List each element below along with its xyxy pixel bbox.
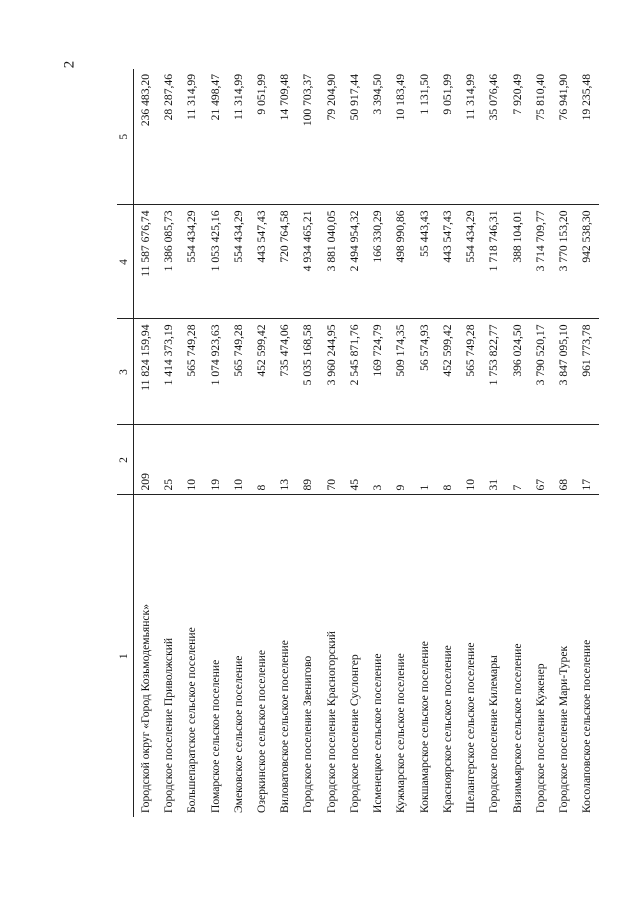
amount-remainder-cell: 9 051,99 — [250, 69, 273, 205]
amount-total-cell: 169 724,79 — [366, 319, 389, 425]
municipality-name-cell: Городское поселение Суслонгер — [347, 654, 361, 813]
amount-remainder-cell: 3 394,50 — [366, 69, 389, 205]
table-row — [343, 69, 366, 817]
amount-remainder-cell: 7 920,49 — [506, 69, 529, 205]
count-cell: 17 — [575, 425, 599, 495]
municipality-name-cell: Городское поселение Килемары — [487, 655, 501, 813]
amount-remainder-cell: 21 498,47 — [204, 69, 227, 205]
amount-total-cell: 509 174,35 — [390, 319, 413, 425]
count-cell: 25 — [157, 425, 180, 495]
table-row — [366, 69, 389, 817]
count-cell: 67 — [529, 425, 552, 495]
table-row — [227, 69, 250, 817]
municipality-name-cell: Городское поселение Куженер — [533, 663, 547, 813]
amount-share-cell: 443 547,43 — [436, 205, 459, 319]
municipality-name-cell: Большепаратское сельское поселение — [185, 627, 199, 813]
amount-remainder-cell: 76 941,90 — [552, 69, 575, 205]
table-row — [459, 69, 482, 817]
amount-remainder-cell: 79 204,90 — [320, 69, 343, 205]
table-row — [506, 69, 529, 817]
amount-total-cell: 565 749,28 — [227, 319, 250, 425]
amount-total-cell: 11 824 159,94 — [134, 319, 158, 425]
count-cell: 68 — [552, 425, 575, 495]
amount-remainder-cell: 11 314,99 — [227, 69, 250, 205]
amount-total-cell: 565 749,28 — [181, 319, 204, 425]
amount-share-cell: 1 386 085,73 — [157, 205, 180, 319]
amount-share-cell: 554 434,29 — [181, 205, 204, 319]
amount-share-cell: 554 434,29 — [459, 205, 482, 319]
amount-remainder-cell: 1 131,50 — [413, 69, 436, 205]
amount-share-cell: 554 434,29 — [227, 205, 250, 319]
amount-share-cell: 388 104,01 — [506, 205, 529, 319]
amount-remainder-cell: 11 314,99 — [181, 69, 204, 205]
count-cell: 45 — [343, 425, 366, 495]
table-row — [575, 69, 599, 817]
municipality-name-cell: Визимьярское сельское поселение — [510, 643, 524, 813]
amount-remainder-cell: 35 076,46 — [483, 69, 506, 205]
table-row — [273, 69, 296, 817]
amount-share-cell: 2 494 954,32 — [343, 205, 366, 319]
amount-remainder-cell: 9 051,99 — [436, 69, 459, 205]
table-row — [320, 69, 343, 817]
table-row — [250, 69, 273, 817]
amount-share-cell: 942 538,30 — [575, 205, 599, 319]
count-cell: 8 — [250, 425, 273, 495]
amount-total-cell: 396 024,50 — [506, 319, 529, 425]
count-cell: 10 — [459, 425, 482, 495]
column-header: 5 — [117, 69, 134, 205]
amount-share-cell: 3 770 153,20 — [552, 205, 575, 319]
municipality-name-cell: Шелангерское сельское поселение — [464, 642, 478, 813]
municipality-name-cell: Кужмарское сельское поселение — [394, 653, 408, 813]
table-body — [134, 69, 600, 817]
amount-share-cell: 166 330,29 — [366, 205, 389, 319]
table-row — [529, 69, 552, 817]
page-number: 2 — [61, 60, 78, 69]
amount-total-cell: 56 574,93 — [413, 319, 436, 425]
amount-share-cell: 498 990,86 — [390, 205, 413, 319]
municipality-name-cell: Городской округ «Город Козьмодемьянск» — [138, 604, 152, 813]
amount-share-cell: 11 587 676,74 — [134, 205, 158, 319]
amount-remainder-cell: 28 287,46 — [157, 69, 180, 205]
municipality-name-cell: Городское поселение Красногорский — [324, 631, 338, 813]
allocation-table — [117, 69, 599, 817]
municipality-name-cell: Городское поселение Мари-Турек — [557, 645, 571, 813]
municipality-name-cell: Исменецкое сельское поселение — [371, 653, 385, 813]
municipality-name-cell: Помарское сельское поселение — [208, 659, 222, 813]
count-cell: 8 — [436, 425, 459, 495]
allocation-table-container — [117, 69, 599, 817]
table-row — [552, 69, 575, 817]
table-header-row — [117, 69, 134, 817]
amount-total-cell: 3 790 520,17 — [529, 319, 552, 425]
amount-remainder-cell: 236 483,20 — [134, 69, 158, 205]
amount-total-cell: 565 749,28 — [459, 319, 482, 425]
amount-remainder-cell: 100 703,37 — [297, 69, 320, 205]
column-header: 1 — [117, 495, 134, 817]
table-row — [181, 69, 204, 817]
count-cell: 7 — [506, 425, 529, 495]
table-row — [204, 69, 227, 817]
table-row — [297, 69, 320, 817]
count-cell: 10 — [227, 425, 250, 495]
count-cell: 13 — [273, 425, 296, 495]
table-row — [390, 69, 413, 817]
amount-total-cell: 452 599,42 — [436, 319, 459, 425]
column-header: 2 — [117, 425, 134, 495]
municipality-name-cell: Городское поселение Приволжский — [162, 637, 176, 813]
table-row — [413, 69, 436, 817]
amount-share-cell: 1 053 425,16 — [204, 205, 227, 319]
amount-remainder-cell: 50 917,44 — [343, 69, 366, 205]
table-row — [157, 69, 180, 817]
municipality-name-cell: Эмековское сельское поселение — [231, 655, 245, 813]
amount-total-cell: 1 414 373,19 — [157, 319, 180, 425]
amount-total-cell: 2 545 871,76 — [343, 319, 366, 425]
amount-share-cell: 55 443,43 — [413, 205, 436, 319]
table-row — [436, 69, 459, 817]
municipality-name-cell: Виловатовское сельское поселение — [278, 640, 292, 813]
table-row — [483, 69, 506, 817]
amount-remainder-cell: 10 183,49 — [390, 69, 413, 205]
amount-remainder-cell: 75 810,40 — [529, 69, 552, 205]
amount-share-cell: 4 934 465,21 — [297, 205, 320, 319]
amount-share-cell: 1 718 746,31 — [483, 205, 506, 319]
municipality-name-cell: Озеркинское сельское поселение — [255, 650, 269, 813]
count-cell: 1 — [413, 425, 436, 495]
amount-total-cell: 1 753 822,77 — [483, 319, 506, 425]
municipality-name-cell: Кокшамарское сельское поселение — [417, 641, 431, 813]
municipality-name-cell: Красноярское сельское поселение — [440, 645, 454, 813]
amount-share-cell: 720 764,58 — [273, 205, 296, 319]
table-row — [134, 69, 158, 817]
amount-remainder-cell: 19 235,48 — [575, 69, 599, 205]
count-cell: 31 — [483, 425, 506, 495]
count-cell: 10 — [181, 425, 204, 495]
amount-remainder-cell: 11 314,99 — [459, 69, 482, 205]
count-cell: 19 — [204, 425, 227, 495]
amount-total-cell: 1 074 923,63 — [204, 319, 227, 425]
amount-total-cell: 735 474,06 — [273, 319, 296, 425]
amount-share-cell: 3 881 040,05 — [320, 205, 343, 319]
count-cell: 9 — [390, 425, 413, 495]
count-cell: 209 — [134, 425, 158, 495]
municipality-name-cell: Городское поселение Звенигово — [301, 655, 315, 813]
amount-remainder-cell: 14 709,48 — [273, 69, 296, 205]
count-cell: 3 — [366, 425, 389, 495]
amount-total-cell: 5 035 168,58 — [297, 319, 320, 425]
count-cell: 70 — [320, 425, 343, 495]
count-cell: 89 — [297, 425, 320, 495]
column-header: 4 — [117, 205, 134, 319]
amount-total-cell: 961 773,78 — [575, 319, 599, 425]
municipality-name-cell: Косолаповское сельское поселение — [580, 639, 594, 813]
amount-share-cell: 3 714 709,77 — [529, 205, 552, 319]
amount-total-cell: 452 599,42 — [250, 319, 273, 425]
amount-total-cell: 3 847 095,10 — [552, 319, 575, 425]
amount-share-cell: 443 547,43 — [250, 205, 273, 319]
column-header: 3 — [117, 319, 134, 425]
amount-total-cell: 3 960 244,95 — [320, 319, 343, 425]
